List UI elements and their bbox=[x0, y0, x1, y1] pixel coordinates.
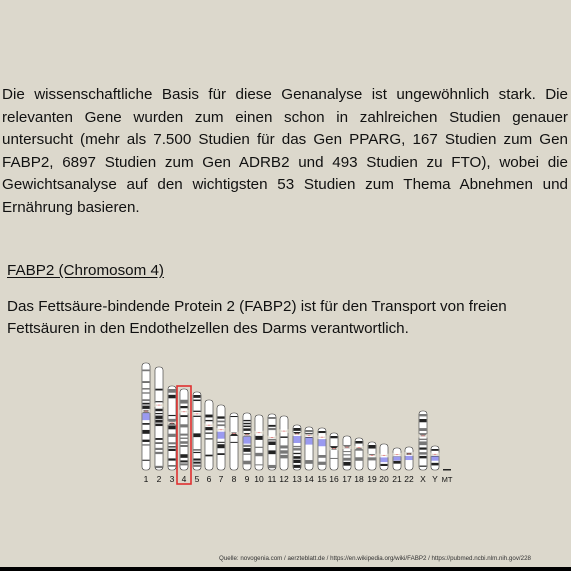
chromosome-4 bbox=[180, 389, 189, 470]
chromosome-1 bbox=[142, 363, 151, 470]
chromosome-20 bbox=[380, 444, 389, 470]
chromosome-10 bbox=[255, 415, 264, 470]
source-caption: Quelle: novogenia.com / aerzteblatt.de / https://en.wikipedia.org/wiki/FABP2 / https://pubmed.ncbi.nlm.nih.gov/228 bbox=[219, 555, 531, 562]
chromosome-22 bbox=[405, 447, 414, 470]
chromosome-label: 13 bbox=[292, 474, 302, 484]
chromosome-2 bbox=[155, 367, 164, 470]
chromosome-mt bbox=[443, 469, 451, 471]
chromosome-11 bbox=[268, 414, 277, 470]
chromosome-label: 7 bbox=[218, 474, 224, 484]
chromosome-19 bbox=[368, 442, 377, 470]
chromosome-label: 15 bbox=[317, 474, 327, 484]
chromosome-label: 14 bbox=[304, 474, 314, 484]
chromosome-label: 6 bbox=[206, 474, 212, 484]
chromosome-label: Y bbox=[432, 474, 438, 484]
intro-paragraph: Die wissenschaftliche Basis für diese Genanalyse ist ungewöhnlich stark. Die relevanten Gene wurden zum einen schon in zahlreichen Studien genauer untersucht (mehr als 7.500 Studien für das Gen PPARG, 167 Studien zum Gen FABP2, 6897 Studien zum Gen ADRB2 und 493 Studien zu FTO), wobei die Gewichtsanalyse auf den wichtigsten 53 Studien zum Thema Abnehmen und Ernährung basieren. bbox=[2, 86, 568, 216]
chromosome-18 bbox=[355, 438, 364, 470]
chromosome-label: 4 bbox=[181, 474, 187, 484]
chromosome-7 bbox=[217, 405, 226, 470]
chromosome-13 bbox=[293, 425, 302, 470]
chromosome-label: 5 bbox=[194, 474, 200, 484]
chromosome-15 bbox=[318, 428, 327, 470]
chromosome-label: 22 bbox=[404, 474, 414, 484]
chromosome-label: 18 bbox=[354, 474, 364, 484]
chromosome-21 bbox=[393, 448, 402, 470]
chromosome-label: 17 bbox=[342, 474, 352, 484]
chromosome-label: 21 bbox=[392, 474, 402, 484]
chromosome-8 bbox=[230, 413, 239, 470]
chromosome-label: 1 bbox=[143, 474, 149, 484]
chromosome-9 bbox=[243, 413, 252, 470]
chromosome-label: 20 bbox=[379, 474, 389, 484]
chromosome-y bbox=[431, 446, 440, 470]
chromosome-5 bbox=[193, 392, 202, 470]
chromosome-6 bbox=[205, 400, 214, 470]
section-description: Das Fettsäure-bindende Protein 2 (FABP2) ist für den Transport von freien Fettsäuren in den Endothelzellen des Darms verantwortlich. bbox=[7, 298, 507, 337]
chromosome-16 bbox=[330, 433, 339, 470]
karyogram-figure bbox=[136, 358, 456, 486]
chromosome-label: 9 bbox=[244, 474, 250, 484]
chromosome-label: 16 bbox=[329, 474, 339, 484]
chromosome-label: 11 bbox=[267, 474, 277, 484]
chromosome-label: 3 bbox=[169, 474, 175, 484]
chromosome-x bbox=[419, 411, 428, 470]
chromosome-12 bbox=[280, 416, 289, 470]
chromosome-label: 2 bbox=[156, 474, 162, 484]
chromosome-label: 8 bbox=[231, 474, 237, 484]
chromosome-label: 19 bbox=[367, 474, 377, 484]
chromosome-3 bbox=[168, 386, 177, 470]
chromosome-label: 10 bbox=[254, 474, 264, 484]
chromosome-label: X bbox=[420, 474, 426, 484]
chromosome-label: MT bbox=[441, 475, 453, 484]
section-title: FABP2 (Chromosom 4) bbox=[7, 262, 164, 279]
chromosome-14 bbox=[305, 427, 314, 470]
chromosome-label: 12 bbox=[279, 474, 289, 484]
chromosome-17 bbox=[343, 436, 352, 470]
